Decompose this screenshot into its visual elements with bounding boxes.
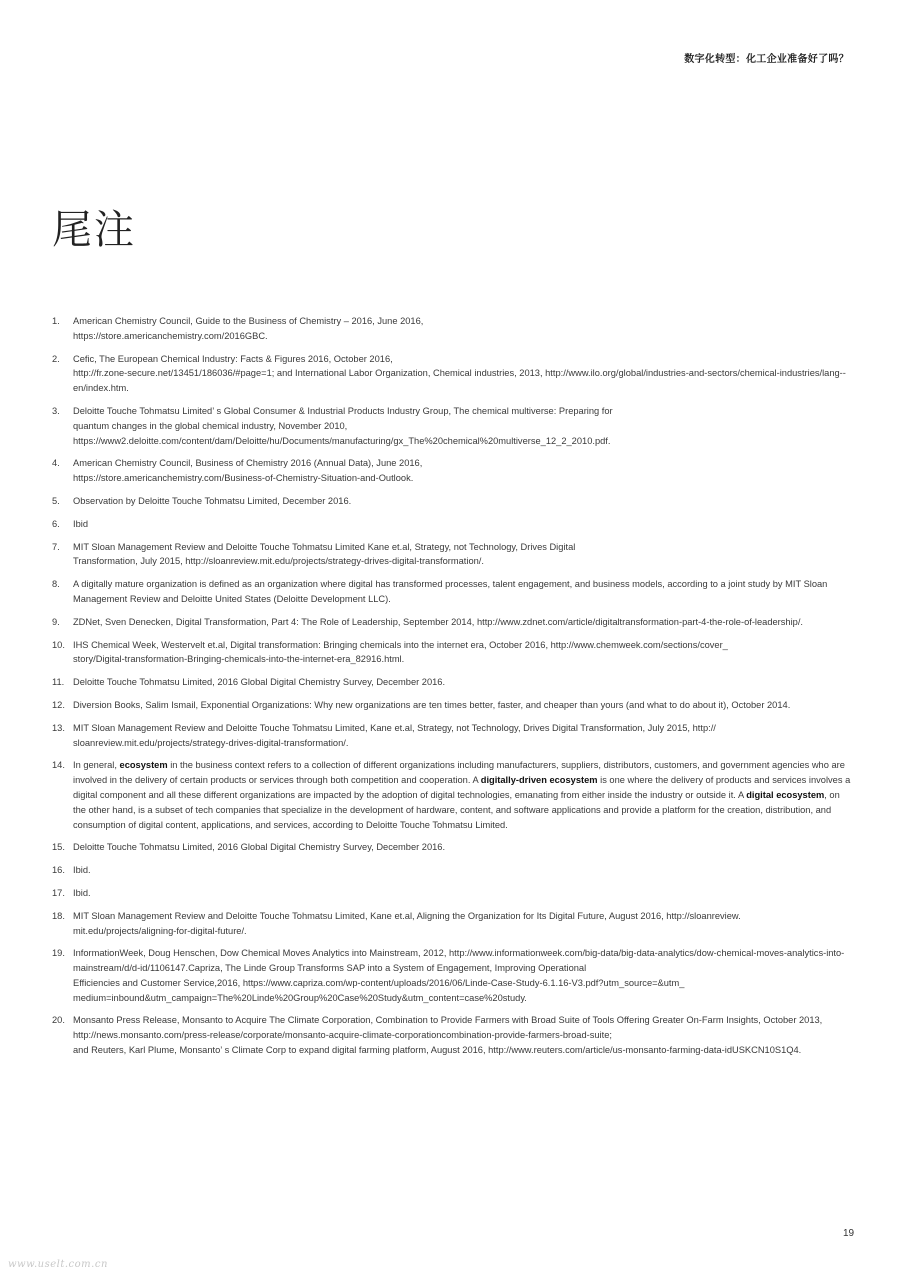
endnote-number: 11. [52,677,65,688]
endnote-item [52,404,852,448]
endnote-text: Deloitte Touche Tohmatsu Limited, 2016 Global Digital Chemistry Survey, December 2016. [73,677,446,688]
endnote-number: 9. [52,616,60,627]
endnote-text-segment: in the business context refers to a collection of different organizations including manufacturers, suppliers, distributors, customers, and government agencies who are involved in the delivery of certain products or services through both competition and cooperation. A [73,760,845,786]
endnote-item [52,909,852,939]
endnote-text: Observation by Deloitte Touche Tohmatsu Limited, December 2016. [73,495,352,506]
endnote-item [52,863,852,878]
endnote-item [52,540,852,570]
endnote-number: 6. [52,518,60,529]
endnote-item [52,638,852,668]
endnote-item [52,886,852,901]
endnote-text: MIT Sloan Management Review and Deloitte Touche Tohmatsu Limited, Kane et.al, Strategy, not Technology, Drives Digital Transformation, July 2015, http:// sloanreview.mit.edu/projects/strategy-drives-digital-transformation/. [73,722,716,748]
endnote-number: 7. [52,541,60,552]
endnote-item [52,840,852,855]
endnote-number: 1. [52,316,60,326]
endnote-number: 3. [52,405,60,416]
endnote-item [52,758,852,832]
endnote-text: MIT Sloan Management Review and Deloitte Touche Tohmatsu Limited, Kane et.al, Aligning the Organization for Its Digital Future, August 2016, http://sloanreview. mit.edu/projects/aligning-for-digital-future/. [73,910,741,936]
endnote-term-digital-ecosystem: digital ecosystem [746,789,825,800]
endnote-text-segment: is one where the delivery of products and services involves a digital component and all these different organizations are impacted by the adoption of digital technologies, emanating from either inside the industry or outside it. A [73,775,851,800]
endnote-number: 14. [52,760,65,771]
endnote-number: 2. [52,353,60,364]
endnote-text: American Chemistry Council, Guide to the Business of Chemistry – 2016, June 2016, https://store.americanchemistry.com/2016GBC. [73,316,424,341]
endnote-text: MIT Sloan Management Review and Deloitte Touche Tohmatsu Limited Kane et.al, Strategy, not Technology, Drives Digital Transformation, July 2015, http://sloanreview.mit.edu/projects/strategy-drives-digital-transformation/. [73,541,576,567]
endnote-item [52,517,852,532]
endnote-item [52,1013,852,1057]
endnote-number: 17. [52,887,65,898]
endnote-number: 19. [52,948,65,959]
endnote-item [52,456,852,486]
endnote-text: Ibid. [73,865,91,876]
endnote-number: 20. [52,1015,65,1026]
page-number: 19 [843,1228,855,1239]
endnotes-list [52,314,852,1066]
endnote-number: 13. [52,722,65,733]
endnote-text: Ibid. [73,887,91,898]
endnote-text: American Chemistry Council, Business of Chemistry 2016 (Annual Data), June 2016, https://store.americanchemistry.com/Business-of-Chemistry-Situation-and-Outlook. [73,458,423,484]
endnote-text: ZDNet, Sven Denecken, Digital Transformation, Part 4: The Role of Leadership, September 2014, http://www.zdnet.com/article/digitaltransformation-part-4-the-role-of-leadership/. [73,616,803,627]
endnote-item [52,721,852,751]
endnote-term-ecosystem: ecosystem [119,760,168,771]
page-title: 尾注 [52,207,136,253]
endnote-text: Deloitte Touche Tohmatsu Limited’ s Global Consumer & Industrial Products Industry Group, The chemical multiverse: Preparing for quantum changes in the global chemical industry, November 2010, https://www2.deloitte.com/content/dam/Deloitte/hu/Documents/manufacturing/gx_The%20chemical%20multiverse_12_2_2010.pdf. [73,405,613,446]
endnote-text [73,758,852,832]
endnote-text-segment: In general, [73,760,120,771]
endnote-number: 4. [52,458,60,469]
endnote-number: 15. [52,842,65,853]
endnote-text: IHS Chemical Week, Westervelt et.al, Digital transformation: Bringing chemicals into the internet era, October 2016, http://www.chemweek.com/sections/cover_ story/Digital-transformation-Bringing-chemicals-into-the-internet-era_82916.html. [73,639,728,665]
endnote-number: 8. [52,579,60,590]
endnote-text: A digitally mature organization is defined as an organization where digital has transformed processes, talent engagement, and business models, according to a joint study by MIT Sloan Management Review and Deloitte United States (Deloitte Development LLC). [73,579,828,604]
endnote-text-segment: , on the other hand, is a subset of tech companies that specialize in the development of hardware, content, and software applications and provide a platform for the creation, distribution, and consumption of digital content, applications, and services, according to Deloitte Touche Tohmatsu Limited. [73,789,840,830]
endnote-number: 12. [52,699,65,710]
endnote-item [52,577,852,607]
endnote-item [52,314,852,344]
endnote-item [52,494,852,509]
endnote-item [52,615,852,630]
endnote-number: 16. [52,865,65,876]
running-header: 数字化转型：化工企业准备好了吗？ [684,54,849,65]
endnote-text: Deloitte Touche Tohmatsu Limited, 2016 Global Digital Chemistry Survey, December 2016. [73,842,446,853]
endnote-number: 5. [52,495,60,506]
endnote-number: 10. [52,639,65,650]
endnote-text: Monsanto Press Release, Monsanto to Acquire The Climate Corporation, Combination to Provide Farmers with Broad Suite of Tools Offering Greater On-Farm Insights, October 2013, http://news.monsanto.com/press-release/corporate/monsanto-acquire-climate-corporationcombination-provide-farmers-broad-suite; and Reuters, Karl Plume, Monsanto’ s Climate Corp to expand digital farming platform, August 2016, http://www.reuters.com/article/us-monsanto-farming-data-idUSKCN10S1Q4. [73,1015,823,1056]
endnote-item [52,352,852,396]
endnote-item [52,946,852,1005]
watermark: www.uselt.com.cn [8,1259,108,1270]
endnote-text: Cefic, The European Chemical Industry: Facts & Figures 2016, October 2016, http://fr.zone-secure.net/13451/186036/#page=1; and International Labor Organization, Chemical industries, 2013, http://www.ilo.org/global/industries-and-sectors/chemical-industries/lang--en/index.htm. [73,353,846,394]
endnote-number: 18. [52,910,65,921]
endnote-item [52,698,852,713]
endnote-term-digitally-driven-ecosystem: digitally-driven ecosystem [480,775,598,786]
endnote-item [52,675,852,690]
endnote-text: InformationWeek, Doug Henschen, Dow Chemical Moves Analytics into Mainstream, 2012, http://www.informationweek.com/big-data/big-data-analytics/dow-chemical-moves-analytics-into-mainstream/d/d-id/1106147.Capriza, The Linde Group Transforms SAP into a System of Engagement, Improving Operational Efficiencies and Customer Service,2016, https://www.capriza.com/wp-content/uploads/2016/06/Linde-Case-Study-6.1.16-V3.pdf?utm_source=&utm_ medium=inbound&utm_campaign=The%20Linde%20Group%20Case%20Study&utm_content=case%20study. [73,948,845,1003]
endnote-text: Ibid [73,518,88,529]
endnote-text: Diversion Books, Salim Ismail, Exponential Organizations: Why new organizations are ten times better, faster, and cheaper than yours (and what to do about it), October 2014. [73,699,791,710]
